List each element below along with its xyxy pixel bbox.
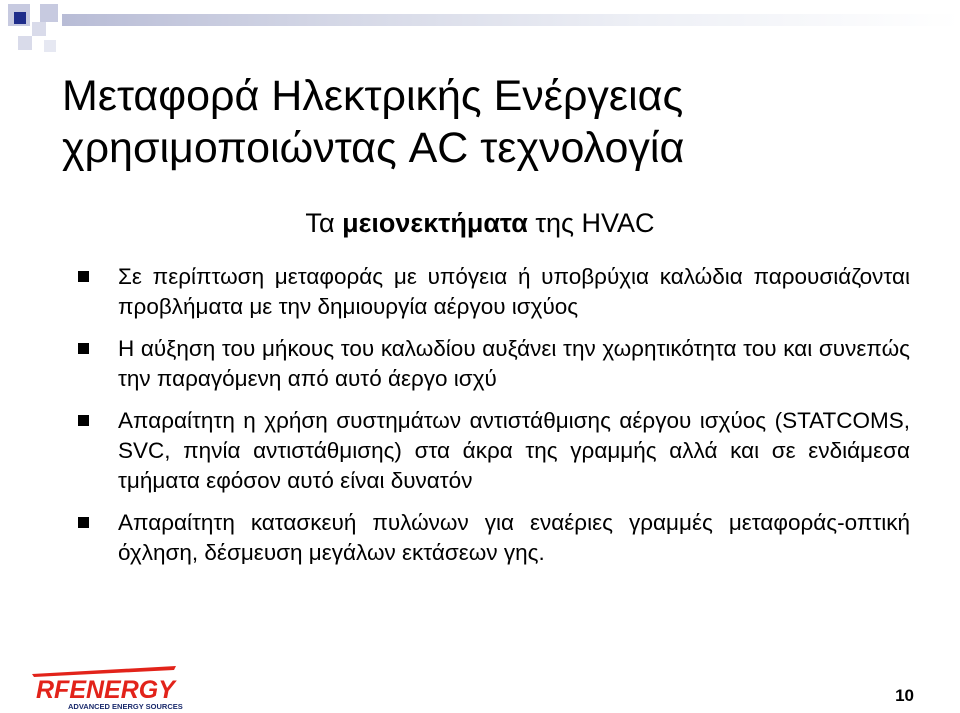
subtitle-suffix: της HVAC [527,208,655,238]
bullet-text: Απαραίτητη κατασκευή πυλώνων για εναέριες γραμμές μεταφοράς-οπτική όχληση, δέσμευση μεγάλων εκτάσεων γης. [118,510,910,565]
slide-title [62,70,684,174]
subtitle-prefix: Τα [305,208,343,238]
square-bullet-icon [78,415,89,426]
bullet-item [78,334,910,394]
bullet-list [78,262,910,580]
bullet-text: Απαραίτητη η χρήση συστημάτων αντιστάθμισης αέργου ισχύος (STATCOMS, SVC, πηνία αντιστάθμισης) στα άκρα της γραμμής αλλά και σε ενδιάμεσα τμήματα εφόσον αυτό είναι δυνατόν [118,408,910,493]
corner-decoration [0,0,80,60]
logo-tagline-text: ADVANCED ENERGY SOURCES [68,702,183,711]
rfenergy-logo [26,660,202,712]
top-gradient-bar [62,14,960,26]
title-line-2: χρησιμοποιώντας AC τεχνολογία [62,124,685,172]
slide-subtitle [0,206,960,240]
square-bullet-icon [78,517,89,528]
subtitle-emphasis: μειονεκτήματα [342,208,528,238]
bullet-item [78,262,910,322]
square-bullet-icon [78,343,89,354]
logo-brand-text: RFENERGY [36,676,175,704]
square-bullet-icon [78,271,89,282]
title-line-1: Μεταφορά Ηλεκτρικής Ενέργειας [62,72,684,120]
page-number: 10 [895,686,914,705]
bullet-text: Σε περίπτωση μεταφοράς με υπόγεια ή υποβρύχια καλώδια παρουσιάζονται προβλήματα με την δημιουργία αέργου ισχύος [118,264,910,319]
bullet-item [78,508,910,568]
bullet-item [78,406,910,496]
bullet-text: Η αύξηση του μήκους του καλωδίου αυξάνει την χωρητικότητα του και συνεπώς την παραγόμενη από αυτό άεργο ισχύ [118,336,910,391]
